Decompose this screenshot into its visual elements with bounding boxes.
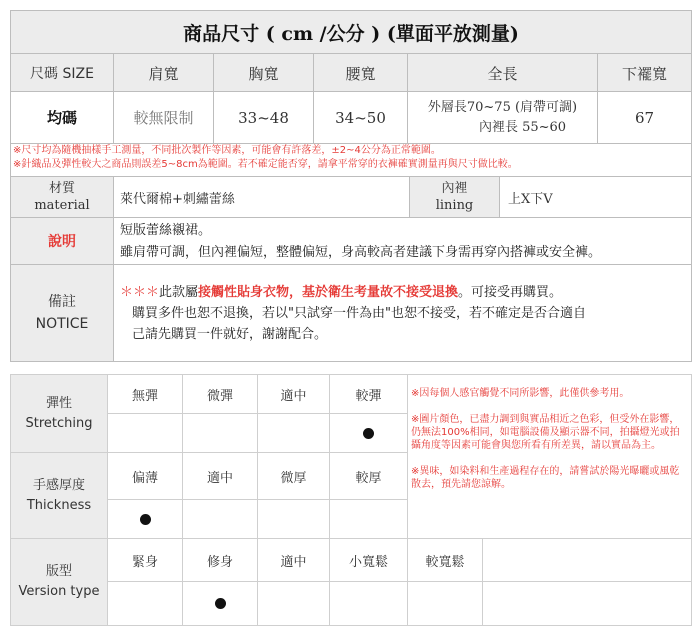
waist-value: 34~50 xyxy=(314,92,408,144)
side-notes xyxy=(408,375,691,539)
marker-cell xyxy=(258,500,330,539)
option-cell: 較彈 xyxy=(330,375,408,414)
marker-cell xyxy=(330,582,408,625)
attr-label-cn: 版型 xyxy=(45,564,72,579)
description-line: 雖肩帶可調，但內裡偏短，整體偏短，身高較高者建議下身需再穿內搭褲或安全褲。 xyxy=(120,245,602,260)
col-header-length: 全長 xyxy=(408,54,598,92)
notice-label-cn: 備註 xyxy=(48,294,76,310)
notice-pre: 此款屬 xyxy=(159,285,199,300)
marker-cell xyxy=(330,414,408,453)
marker-cell xyxy=(108,582,183,625)
lining-label-en: lining xyxy=(435,198,474,213)
option-cell: 適中 xyxy=(258,539,330,582)
lining-value: 上X下V xyxy=(500,177,691,218)
option-cell: 修身 xyxy=(183,539,258,582)
hem-value: 67 xyxy=(598,92,691,144)
option-cell: 緊身 xyxy=(108,539,183,582)
side-note: ※異味，如染料和生產過程存在的，請嘗試於陽光曝曬或風乾散去，預先請您諒解。 xyxy=(411,466,680,490)
description-label: 說明 xyxy=(11,218,114,265)
col-header-hem: 下襬寬 xyxy=(621,64,667,83)
notice-label-en: NOTICE xyxy=(35,316,89,332)
side-note: ※圖片顏色，已盡力調到與實品相近之色彩，但受外在影響，仍無法100%相同，如電腦設備及顯示器不同，拍攝燈光或拍攝角度等因素可能會與您所看有所差異，請以實品為主。 xyxy=(411,414,680,451)
shoulder-value: 較無限制 xyxy=(114,92,214,144)
notice-stars: ＊＊＊ xyxy=(120,285,160,300)
marker-cell xyxy=(258,582,330,625)
description-text xyxy=(114,218,691,265)
selected-dot-icon xyxy=(140,514,151,525)
option-cell: 小寬鬆 xyxy=(330,539,408,582)
size-value: 均碼 xyxy=(11,92,114,144)
notice-highlight: 接觸性貼身衣物，基於衛生考量故不接受退換 xyxy=(198,285,459,300)
notice-label xyxy=(11,265,114,361)
attr-label-stretching xyxy=(11,375,108,453)
option-cell: 微厚 xyxy=(258,453,330,500)
material-value: 萊代爾棉+刺繡蕾絲 xyxy=(114,177,410,218)
marker-cell xyxy=(183,582,258,625)
attr-label-en: Stretching xyxy=(25,415,93,431)
lining-label-cn: 內裡 xyxy=(441,181,468,196)
option-cell: 適中 xyxy=(258,375,330,414)
attr-label-cn: 彈性 xyxy=(45,395,72,411)
attr-label-cn: 手感厚度 xyxy=(32,477,85,493)
option-cell: 較寬鬆 xyxy=(408,539,483,582)
note-line: ※尺寸均為隨機抽樣手工測量，不同批次製作等因素，可能會有許落差，±2~4公分為正常範圍。 xyxy=(13,145,441,156)
note-line: ※針織品及彈性較大之商品則誤差5~8cm為範圍。若不確定能否穿，請拿平常穿的衣褲確實測量再與尺寸做比較。 xyxy=(13,159,518,170)
notice-text xyxy=(114,265,691,361)
chest-value: 33~48 xyxy=(214,92,314,144)
material-label-cn: 材質 xyxy=(48,181,75,196)
length-outer: 外層長70~75 (肩帶可調) xyxy=(427,99,578,115)
option-cell: 適中 xyxy=(183,453,258,500)
col-header-waist: 腰寬 xyxy=(314,54,408,92)
marker-cell xyxy=(258,414,330,453)
page-title: 商品尺寸 ( cm /公分 ) (單面平放測量) xyxy=(11,11,691,54)
description-line: 短版蕾絲襯裙。 xyxy=(120,223,212,238)
option-cell: 無彈 xyxy=(108,375,183,414)
marker-cell xyxy=(408,582,483,625)
measurement-notes xyxy=(13,144,689,176)
length-value xyxy=(408,92,598,144)
attr-label-en: Version type xyxy=(18,584,100,599)
option-cell: 較厚 xyxy=(330,453,408,500)
side-note: ※因每個人感官觸覺不同所影響，此僅供參考用。 xyxy=(411,388,630,399)
marker-cell xyxy=(183,500,258,539)
col-header-size: 尺碼 SIZE xyxy=(11,54,114,92)
notice-line: 己請先購買一件就好，謝謝配合。 xyxy=(132,327,328,342)
empty-cell xyxy=(483,539,691,582)
option-cell: 偏薄 xyxy=(108,453,183,500)
attr-label-version xyxy=(11,539,108,625)
marker-cell xyxy=(108,414,183,453)
selected-dot-icon xyxy=(215,598,226,609)
length-inner: 內裡長 55~60 xyxy=(478,119,567,135)
col-header-shoulder: 肩寬 xyxy=(114,54,214,92)
marker-cell xyxy=(108,500,183,539)
attr-label-en: Thickness xyxy=(26,497,92,513)
notice-post: 。可接受再購買。 xyxy=(458,285,563,300)
material-label xyxy=(11,177,114,218)
notice-line: 購買多件也恕不退換，若以"只試穿一件為由"也恕不接受，若不確定是否合適自 xyxy=(132,306,586,321)
attr-label-thickness xyxy=(11,453,108,539)
marker-cell xyxy=(330,500,408,539)
material-label-en: material xyxy=(34,198,90,213)
empty-cell xyxy=(483,582,691,625)
option-cell: 微彈 xyxy=(183,375,258,414)
lining-label xyxy=(410,177,500,218)
selected-dot-icon xyxy=(363,428,374,439)
marker-cell xyxy=(183,414,258,453)
col-header-chest: 胸寬 xyxy=(214,54,314,92)
